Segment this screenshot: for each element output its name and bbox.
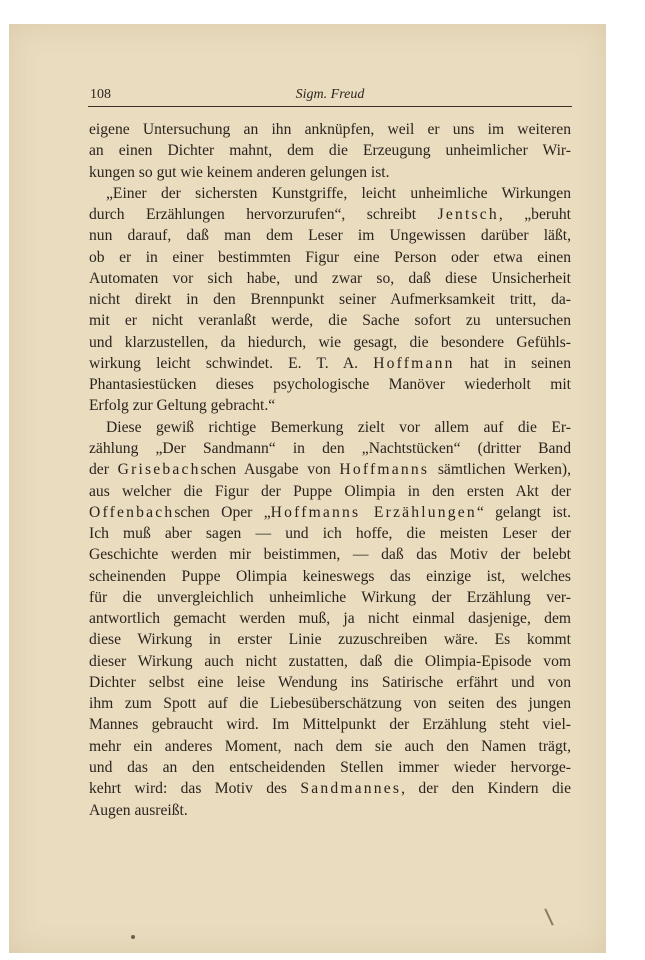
text-segment: antwortlich gemacht werden muß, ja nicht einmal dasjenige, dem: [89, 610, 571, 628]
spaced-emphasis-text: Jentsch: [437, 206, 499, 224]
running-title: Sigm. Freud: [295, 87, 365, 102]
spaced-emphasis-text: Offenbach: [89, 503, 175, 521]
page-header: [88, 86, 572, 107]
text-segment: zählung „Der Sandmann“ in den „Nachtstücken“ (dritter Band: [89, 439, 571, 457]
text-line: [89, 481, 571, 502]
text-segment: durch Erzählungen hervorzurufen“, schreibt: [89, 206, 438, 224]
text-segment: schen Oper „: [174, 503, 271, 521]
text-segment: nun darauf, daß man dem Leser im Ungewissen darüber läßt,: [89, 227, 571, 245]
text-line: [89, 672, 571, 693]
text-segment: Diese gewiß richtige Bemerkung zielt vor allem auf die Er-: [106, 418, 571, 436]
text-line: [89, 204, 571, 225]
text-line: [89, 757, 571, 778]
text-segment: nicht direkt in den Brennpunkt seiner Aufmerksamkeit tritt, da-: [89, 291, 571, 309]
text-line: [89, 523, 571, 544]
text-line: [89, 459, 571, 480]
text-line: [89, 800, 571, 821]
text-segment: aus welcher die Figur der Puppe Olimpia in den ersten Akt der: [89, 482, 571, 500]
text-line: [89, 693, 571, 714]
text-segment: „Einer der sichersten Kunstgriffe, leicht unheimliche Wirkungen: [106, 184, 571, 202]
text-segment: schen Ausgabe von: [200, 461, 340, 479]
text-line: [89, 310, 571, 331]
text-segment: Mannes gebraucht wird. Im Mittelpunkt der Erzählung steht viel-: [89, 716, 571, 734]
text-line: [89, 353, 571, 374]
page-body-text: [89, 119, 571, 821]
text-line: [89, 374, 571, 395]
text-segment: dieser Wirkung auch nicht zustatten, daß die Olimpia-Episode vom: [89, 652, 571, 670]
text-segment: mehr ein anderes Moment, nach dem sie auch den Namen trägt,: [89, 737, 571, 755]
page-number: 108: [90, 87, 111, 102]
text-segment: Dichter selbst eine leise Wendung ins Satirische erfährt und von: [89, 673, 571, 691]
text-segment: wirkung leicht schwindet. E. T. A.: [89, 354, 374, 372]
paper-speck: [131, 935, 135, 939]
text-segment: ob er in einer bestimmten Figur eine Person oder etwa einen: [89, 248, 571, 266]
text-segment: mit er nicht veranlaßt werde, die Sache sofort zu untersuchen: [89, 312, 571, 330]
text-segment: sämtlichen Werken),: [429, 461, 572, 479]
text-segment: Phantasiestücken dieses psychologische Manöver wiederholt mit: [89, 376, 571, 394]
text-segment: scheinenden Puppe Olimpia keineswegs das einzige ist, welches: [89, 567, 571, 585]
text-segment: Geschichte werden mir beistimmen, — daß das Motiv der belebt: [89, 546, 571, 564]
text-segment: Augen ausreißt.: [89, 801, 188, 819]
text-segment: , der den Kindern die: [401, 780, 571, 798]
text-line: [89, 629, 571, 650]
text-line: [89, 502, 571, 523]
text-line: [89, 736, 571, 757]
text-line: [89, 587, 571, 608]
spaced-emphasis-text: Hoffmanns: [339, 461, 430, 479]
text-line: [89, 140, 571, 161]
text-line: [89, 544, 571, 565]
text-segment: ihm zum Spott auf die Liebesüberschätzung von seiten des jungen: [89, 695, 571, 713]
text-line: [89, 651, 571, 672]
text-line: [89, 438, 571, 459]
text-line: [89, 225, 571, 246]
spaced-emphasis-text: Hoffmanns Erzählungen: [270, 503, 477, 521]
text-line: [89, 268, 571, 289]
text-segment: an einen Dichter mahnt, dem die Erzeugung unheimlicher Wir-: [89, 142, 571, 160]
text-segment: kehrt wird: das Motiv des: [89, 780, 301, 798]
text-segment: der: [89, 461, 118, 479]
text-line: [89, 778, 571, 799]
spaced-emphasis-text: Grisebach: [117, 461, 201, 479]
text-line: [89, 566, 571, 587]
text-segment: Automaten vor sich habe, und zwar so, daß diese Unsicherheit: [89, 269, 571, 287]
text-segment: hat in seinen: [454, 354, 571, 372]
text-segment: kungen so gut wie keinem anderen gelungen ist.: [89, 163, 390, 181]
text-segment: Ich muß aber sagen — und ich hoffe, die meisten Leser der: [89, 525, 571, 543]
text-line: [89, 247, 571, 268]
text-line: [89, 608, 571, 629]
text-segment: und klarzustellen, da hiedurch, wie gesagt, die besondere Gefühls-: [89, 333, 571, 351]
text-segment: Erfolg zur Geltung gebracht.“: [89, 397, 276, 415]
text-segment: und das an den entscheidenden Stellen immer wieder hervorge-: [89, 758, 571, 776]
text-line: [89, 395, 571, 416]
text-segment: , „beruht: [498, 206, 571, 224]
text-line: [89, 183, 571, 204]
text-line: [89, 332, 571, 353]
spaced-emphasis-text: Sandmannes: [300, 780, 402, 798]
text-segment: eigene Untersuchung an ihn anknüpfen, weil er uns im weiteren: [89, 121, 571, 138]
text-segment: für die unvergleichlich unheimliche Wirkung der Erzählung ver-: [89, 588, 571, 606]
text-line: [89, 119, 571, 140]
text-segment: “ gelangt ist.: [476, 503, 571, 521]
spaced-emphasis-text: Hoffmann: [373, 354, 455, 372]
text-line: [89, 714, 571, 735]
text-line: [89, 289, 571, 310]
text-line: [89, 162, 571, 183]
text-line: [89, 417, 571, 438]
text-segment: diese Wirkung in erster Linie zuzuschreiben wäre. Es kommt: [89, 631, 571, 649]
